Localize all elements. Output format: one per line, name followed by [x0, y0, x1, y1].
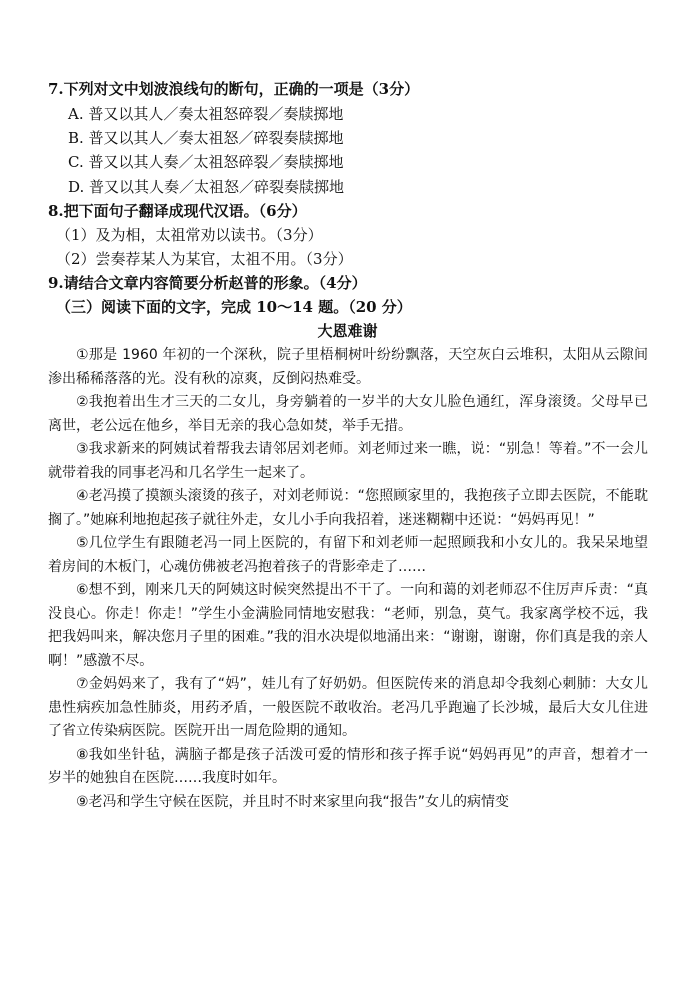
- article-paragraph-4: ④老冯摸了摸额头滚烫的孩子，对刘老师说：“您照顾家里的，我抱孩子立即去医院，不能耽搁了。”她麻利地抱起孩子就往外走，女儿小手向我招着，迷迷糊糊中还说：“妈妈再见！”: [48, 488, 648, 528]
- section-heading: （三）阅读下面的文字，完成 10～14 题。（20 分）: [56, 298, 412, 316]
- article-paragraph-7: ⑦金妈妈来了，我有了“妈”，娃儿有了好奶奶。但医院传来的消息却令我刻心刺肺：大女儿患性病疾加急性肺炎，用药矛盾，一般医院不敢收治。老冯几乎跑遍了长沙城，最后大女儿住进了省立传染病医院。医院开出一周危险期的通知。: [48, 676, 648, 739]
- article-paragraph-8: ⑧我如坐针毡，满脑子都是孩子活泼可爱的情形和孩子挥手说“妈妈再见”的声音，想着才一岁半的她独自在医院……我度时如年。: [48, 746, 648, 786]
- article-paragraph-9: ⑨老冯和学生守候在医院，并且时不时来家里向我“报告”女儿的病情变: [76, 793, 510, 810]
- question-8-stem: 8.把下面句子翻译成现代汉语。（6分）: [48, 202, 307, 220]
- article-paragraph-2: ②我抱着出生才三天的二女儿，身旁躺着的一岁半的大女儿脸色通红，浑身滚烫。父母早已离世，老公远在他乡，举目无亲的我心急如焚，举手无措。: [48, 394, 648, 434]
- question-9-stem: 9.请结合文章内容简要分析赵普的形象。（4分）: [48, 274, 367, 292]
- article-body: [48, 344, 648, 814]
- article-paragraph-3: ③我求新来的阿姨试着帮我去请邻居刘老师。刘老师过来一瞧，说：“别急！等着。”不一会儿就带着我的同事老冯和几名学生一起来了。: [48, 441, 648, 481]
- article-paragraph-5: ⑤几位学生有跟随老冯一同上医院的，有留下和刘老师一起照顾我和小女儿的。我呆呆地望着房间的木板门，心魂仿佛被老冯抱着孩子的背影牵走了……: [48, 535, 648, 575]
- question-8-item-2: （2）尝奏荐某人为某官，太祖不用。（3分）: [56, 250, 353, 268]
- question-8-item-1: （1）及为相，太祖常劝以读书。（3分）: [56, 226, 323, 244]
- question-7-option-c: C. 普又以其人奏／太祖怒碎裂／奏牍掷地: [68, 153, 344, 171]
- article-title: 大恩难谢: [317, 322, 378, 340]
- question-7-option-b: B. 普又以其人／奏太祖怒／碎裂奏牍掷地: [68, 129, 344, 147]
- article-paragraph-6: ⑥想不到，刚来几天的阿姨这时候突然提出不干了。一向和蔼的刘老师忍不住厉声斥责：“真没良心。你走！你走！”学生小金满脸同情地安慰我：“老师，别急，莫气。我家离学校不远，我把我妈叫来，解决您月子里的困难。”我的泪水决堤似地涌出来：“谢谢，谢谢，你们真是我的亲人啊！”感激不尽。: [48, 582, 648, 669]
- article-paragraph-1: ①那是 1960 年初的一个深秋，院子里梧桐树叶纷纷飘落，天空灰白云堆积，太阳从云隙间渗出稀稀落落的光。没有秋的凉爽，反倒闷热难受。: [48, 347, 648, 387]
- question-7-stem: 7.下列对文中划波浪线句的断句，正确的一项是（3分）: [48, 80, 420, 98]
- question-7-option-d: D. 普又以其人奏／太祖怒／碎裂奏牍掷地: [68, 178, 345, 196]
- question-7-option-a: A. 普又以其人／奏太祖怒碎裂／奏牍掷地: [68, 105, 344, 123]
